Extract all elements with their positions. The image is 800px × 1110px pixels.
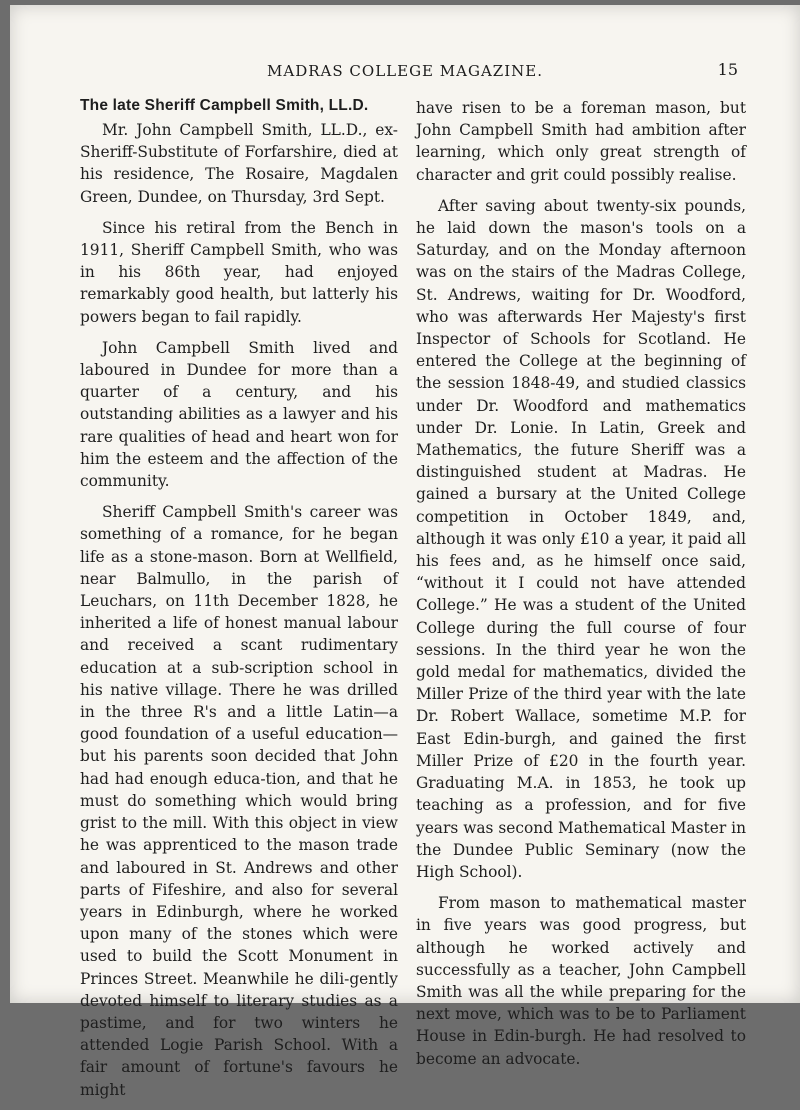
paragraph: John Campbell Smith lived and laboured in Dundee for more than a quarter of a century, and his outstanding abilities as a lawyer and his rare qualities of head and heart won for him the esteem and the affection of the community. xyxy=(80,338,398,491)
paragraph: From mason to mathematical master in five years was good progress, but although he worked actively and successfully as a teacher, John Campbell Smith was all the while preparing for the next move, which was to be to Parliament House in Edin-burgh. He had resolved to become an advocate. xyxy=(416,894,746,1068)
right-column xyxy=(416,97,746,1079)
article-title: The late Sheriff Campbell Smith, LL.D. xyxy=(80,97,369,114)
magazine-page xyxy=(10,5,800,1099)
paragraph-continued: have risen to be a foreman mason, but John Campbell Smith had ambition after learning, which only great strength of character and grit could possibly realise. xyxy=(416,99,746,184)
paragraph: After saving about twenty-six pounds, he laid down the mason's tools on a Saturday, and on the Monday afternoon was on the stairs of the Madras College, St. Andrews, waiting for Dr. Woodford, who was afterwards Her Majesty's first Inspector of Schools for Scotland. He entered the College at the beginning of the session 1848-49, and studied classics under Dr. Woodford and mathematics under Dr. Lonie. In Latin, Greek and Mathematics, the future Sheriff was a distinguished student at Madras. He gained a bursary at the United College competition in October 1849, and, although it was only £10 a year, it paid all his fees and, as he himself once said, “without it I could not have attended College.” He was a student of the United College during the full course of four sessions. In the third year he won the gold medal for mathematics, divided the Miller Prize of the third year with the late Dr. Robert Wallace, sometime M.P. for East Edin-burgh, and gained the first Miller Prize of £20 in the fourth year. Graduating M.A. in 1853, he took up teaching as a profession, and for five years was second Mathematical Master in the Dundee Public Seminary (now the High School). xyxy=(416,196,746,881)
paragraph: Sheriff Campbell Smith's career was something of a romance, for he began life as a stone-mason. Born at Wellfield, near Balmullo, in the parish of Leuchars, on 11th December 1828, he inherited a life of honest manual labour and received a scant rudimentary education at a sub-scription school in his native village. There he was drilled in the three R's and a little Latin—a good foundation of a useful education—but his parents soon decided that John had had enough educa-tion, and that he must do something which would bring grist to the mill. With this object in view he was apprenticed to the mason trade and laboured in St. Andrews and other parts of Fifeshire, and also for several years in Edinburgh, where he worked upon many of the stones which were used to build the Scott Monument in Princes Street. Meanwhile he dili-gently devoted himself to literary studies as a pastime, and for two winters he attended Logie Parish School. With a fair amount of fortune's favours he might xyxy=(80,503,398,1099)
page-header xyxy=(10,60,800,86)
paragraph: Since his retiral from the Bench in 1911, Sheriff Campbell Smith, who was in his 86th year, had enjoyed remarkably good health, but latterly his powers began to fail rapidly. xyxy=(80,218,398,326)
running-head: MADRAS COLLEGE MAGAZINE. xyxy=(267,62,543,80)
left-column xyxy=(80,97,398,1110)
page-number: 15 xyxy=(717,60,738,79)
paragraph: Mr. John Campbell Smith, LL.D., ex-Sheriff-Substitute of Forfarshire, died at his residence, The Rosaire, Magdalen Green, Dundee, on Thursday, 3rd Sept. xyxy=(80,121,398,206)
